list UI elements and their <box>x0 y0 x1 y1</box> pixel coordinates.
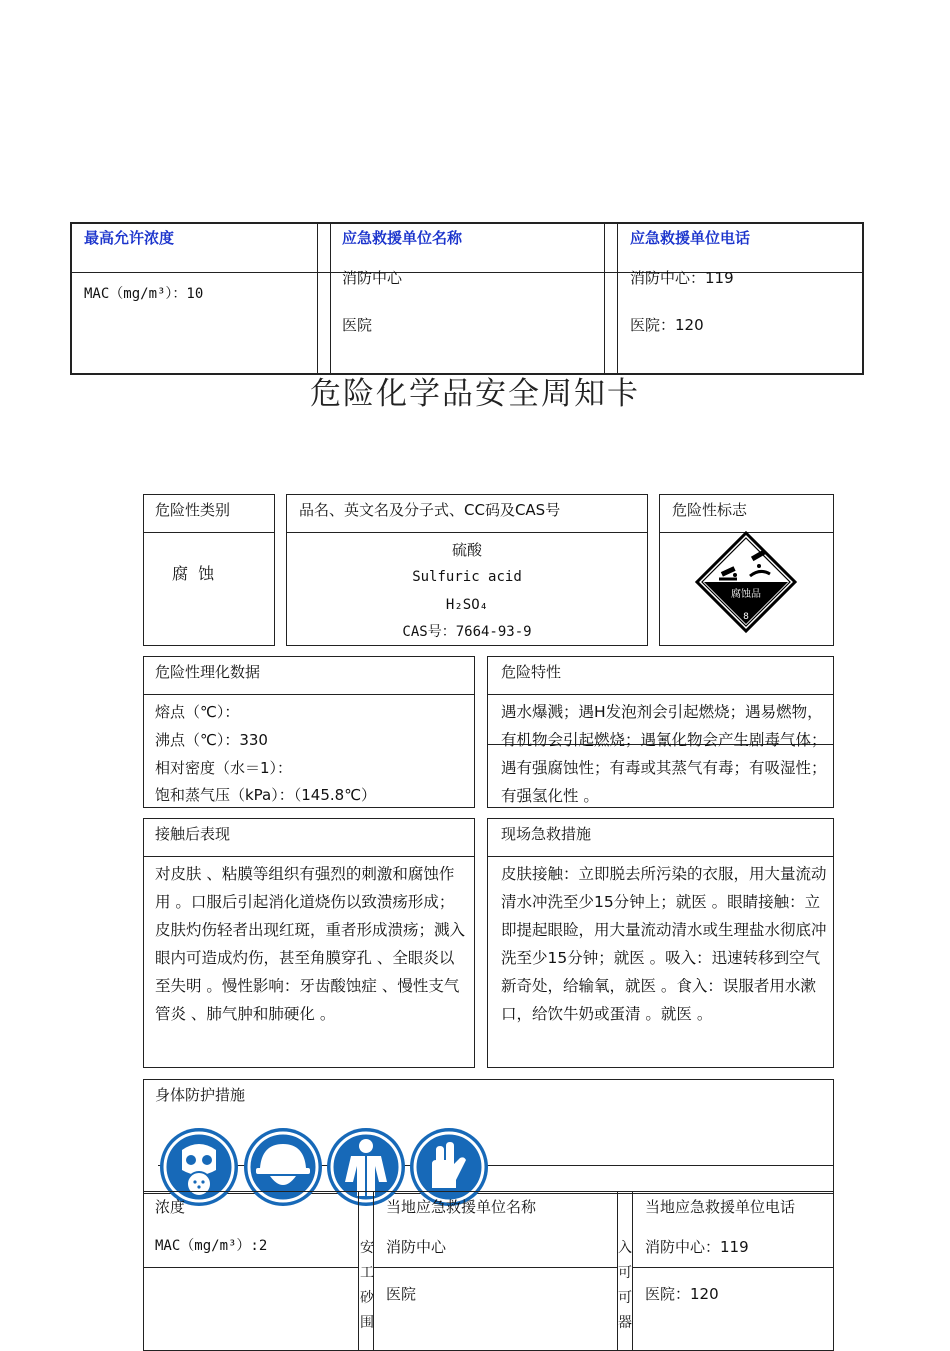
bottom-side-text-2: 入可可器 <box>618 1240 632 1331</box>
vapor-pressure: 饱和蒸气压（kPa）：（145.8℃） <box>155 786 377 804</box>
local-rescue-name-header: 当地应急救援单位名称 <box>386 1198 537 1216</box>
top-divider <box>71 272 863 273</box>
physchem-header: 危险性理化数据 <box>155 663 261 681</box>
rescue-unit-fire: 消防中心 <box>342 269 403 287</box>
chemical-en-name: Sulfuric acid <box>412 569 522 585</box>
first-aid-text: 皮肤接触：立即脱去所污染的衣服，用大量流动清水冲洗至少15分钟上；就医 。眼睛接触：立即提起眼睑，用大量流动清水或生理盐水彻底冲洗至少15分钟；就医 。吸入：迅速转移到空气新奇处，给输氧，就医 。食入：误服者用水漱口，给饮牛奶或蛋清 。就医 。 <box>501 865 827 1023</box>
first-aid-clip <box>488 858 833 1066</box>
corrosive-sign-icon <box>695 531 797 633</box>
relative-density: 相对密度（水＝1）： <box>155 759 293 777</box>
local-rescue-fire: 消防中心 <box>386 1238 447 1256</box>
rescue-unit-hospital: 医院 <box>342 316 373 334</box>
local-rescue-phone-header: 当地应急救援单位电话 <box>645 1198 796 1216</box>
rescue-phone-fire: 消防中心：119 <box>630 269 734 287</box>
sign-number: 8 <box>743 612 749 622</box>
bottom-side-text-1: 安工砂围 <box>360 1240 374 1331</box>
local-rescue-phone-fire: 消防中心：119 <box>645 1238 749 1256</box>
rescue-phone-hospital: 医院：120 <box>630 316 704 334</box>
chemical-cn-name: 硫酸 <box>451 541 482 559</box>
bottom-concentration-value: MAC（mg/m³）:2 <box>155 1238 268 1254</box>
page-title: 危险化学品安全周知卡 <box>310 376 640 412</box>
local-rescue-phone-hospital: 医院：120 <box>645 1285 719 1303</box>
protection-header: 身体防护措施 <box>155 1086 246 1104</box>
chemical-formula: H₂SO₄ <box>445 597 489 613</box>
rescue-unit-phone-header: 应急救援单位电话 <box>630 229 751 247</box>
boiling-point: 沸点（℃）：330 <box>155 731 268 749</box>
hazard-props-text: 遇水爆溅；遇H发泡剂会引起燃烧；遇易燃物，有机物会引起燃烧；遇氰化物会产生剧毒气体；遇有强腐蚀性；有毒或其蒸气有毒；有吸湿性；有强氢化性 。 <box>501 703 827 805</box>
hazard-sign-header: 危险性标志 <box>672 501 748 519</box>
hazard-class-header: 危险性类别 <box>155 501 231 519</box>
sign-text: 腐蚀品 <box>731 589 761 600</box>
hazard-props-header: 危险特性 <box>501 663 562 681</box>
bottom-concentration-header: 浓度 <box>155 1198 186 1216</box>
max-concentration-value: MAC（mg/m³）：10 <box>84 286 204 302</box>
identity-header: 品名、英文名及分子式、CC码及CAS号 <box>299 501 561 519</box>
rescue-unit-name-header: 应急救援单位名称 <box>342 229 463 247</box>
local-rescue-hospital: 医院 <box>386 1285 417 1303</box>
first-aid-header: 现场急救措施 <box>501 825 592 843</box>
symptoms-header: 接触后表现 <box>155 825 231 843</box>
max-concentration-header: 最高允许浓度 <box>84 229 175 247</box>
hazard-class-value: 腐 蚀 <box>172 564 215 583</box>
cas-number: CAS号：7664-93-9 <box>402 624 532 640</box>
symptoms-text: 对皮肤 、粘膜等组织有强烈的刺激和腐蚀作用 。口服后引起消化道烧伤以致溃疡形成；皮肤灼伤轻者出现红斑，重者形成溃疡；溅入眼内可造成灼伤，甚至角膜穿孔 、全眼炎以至失明 。慢性影响：牙齿酸蚀症 、慢性支气管炎 、肺气肿和肺硬化 。 <box>155 865 466 1023</box>
melting-point: 熔点（℃）： <box>155 703 240 721</box>
